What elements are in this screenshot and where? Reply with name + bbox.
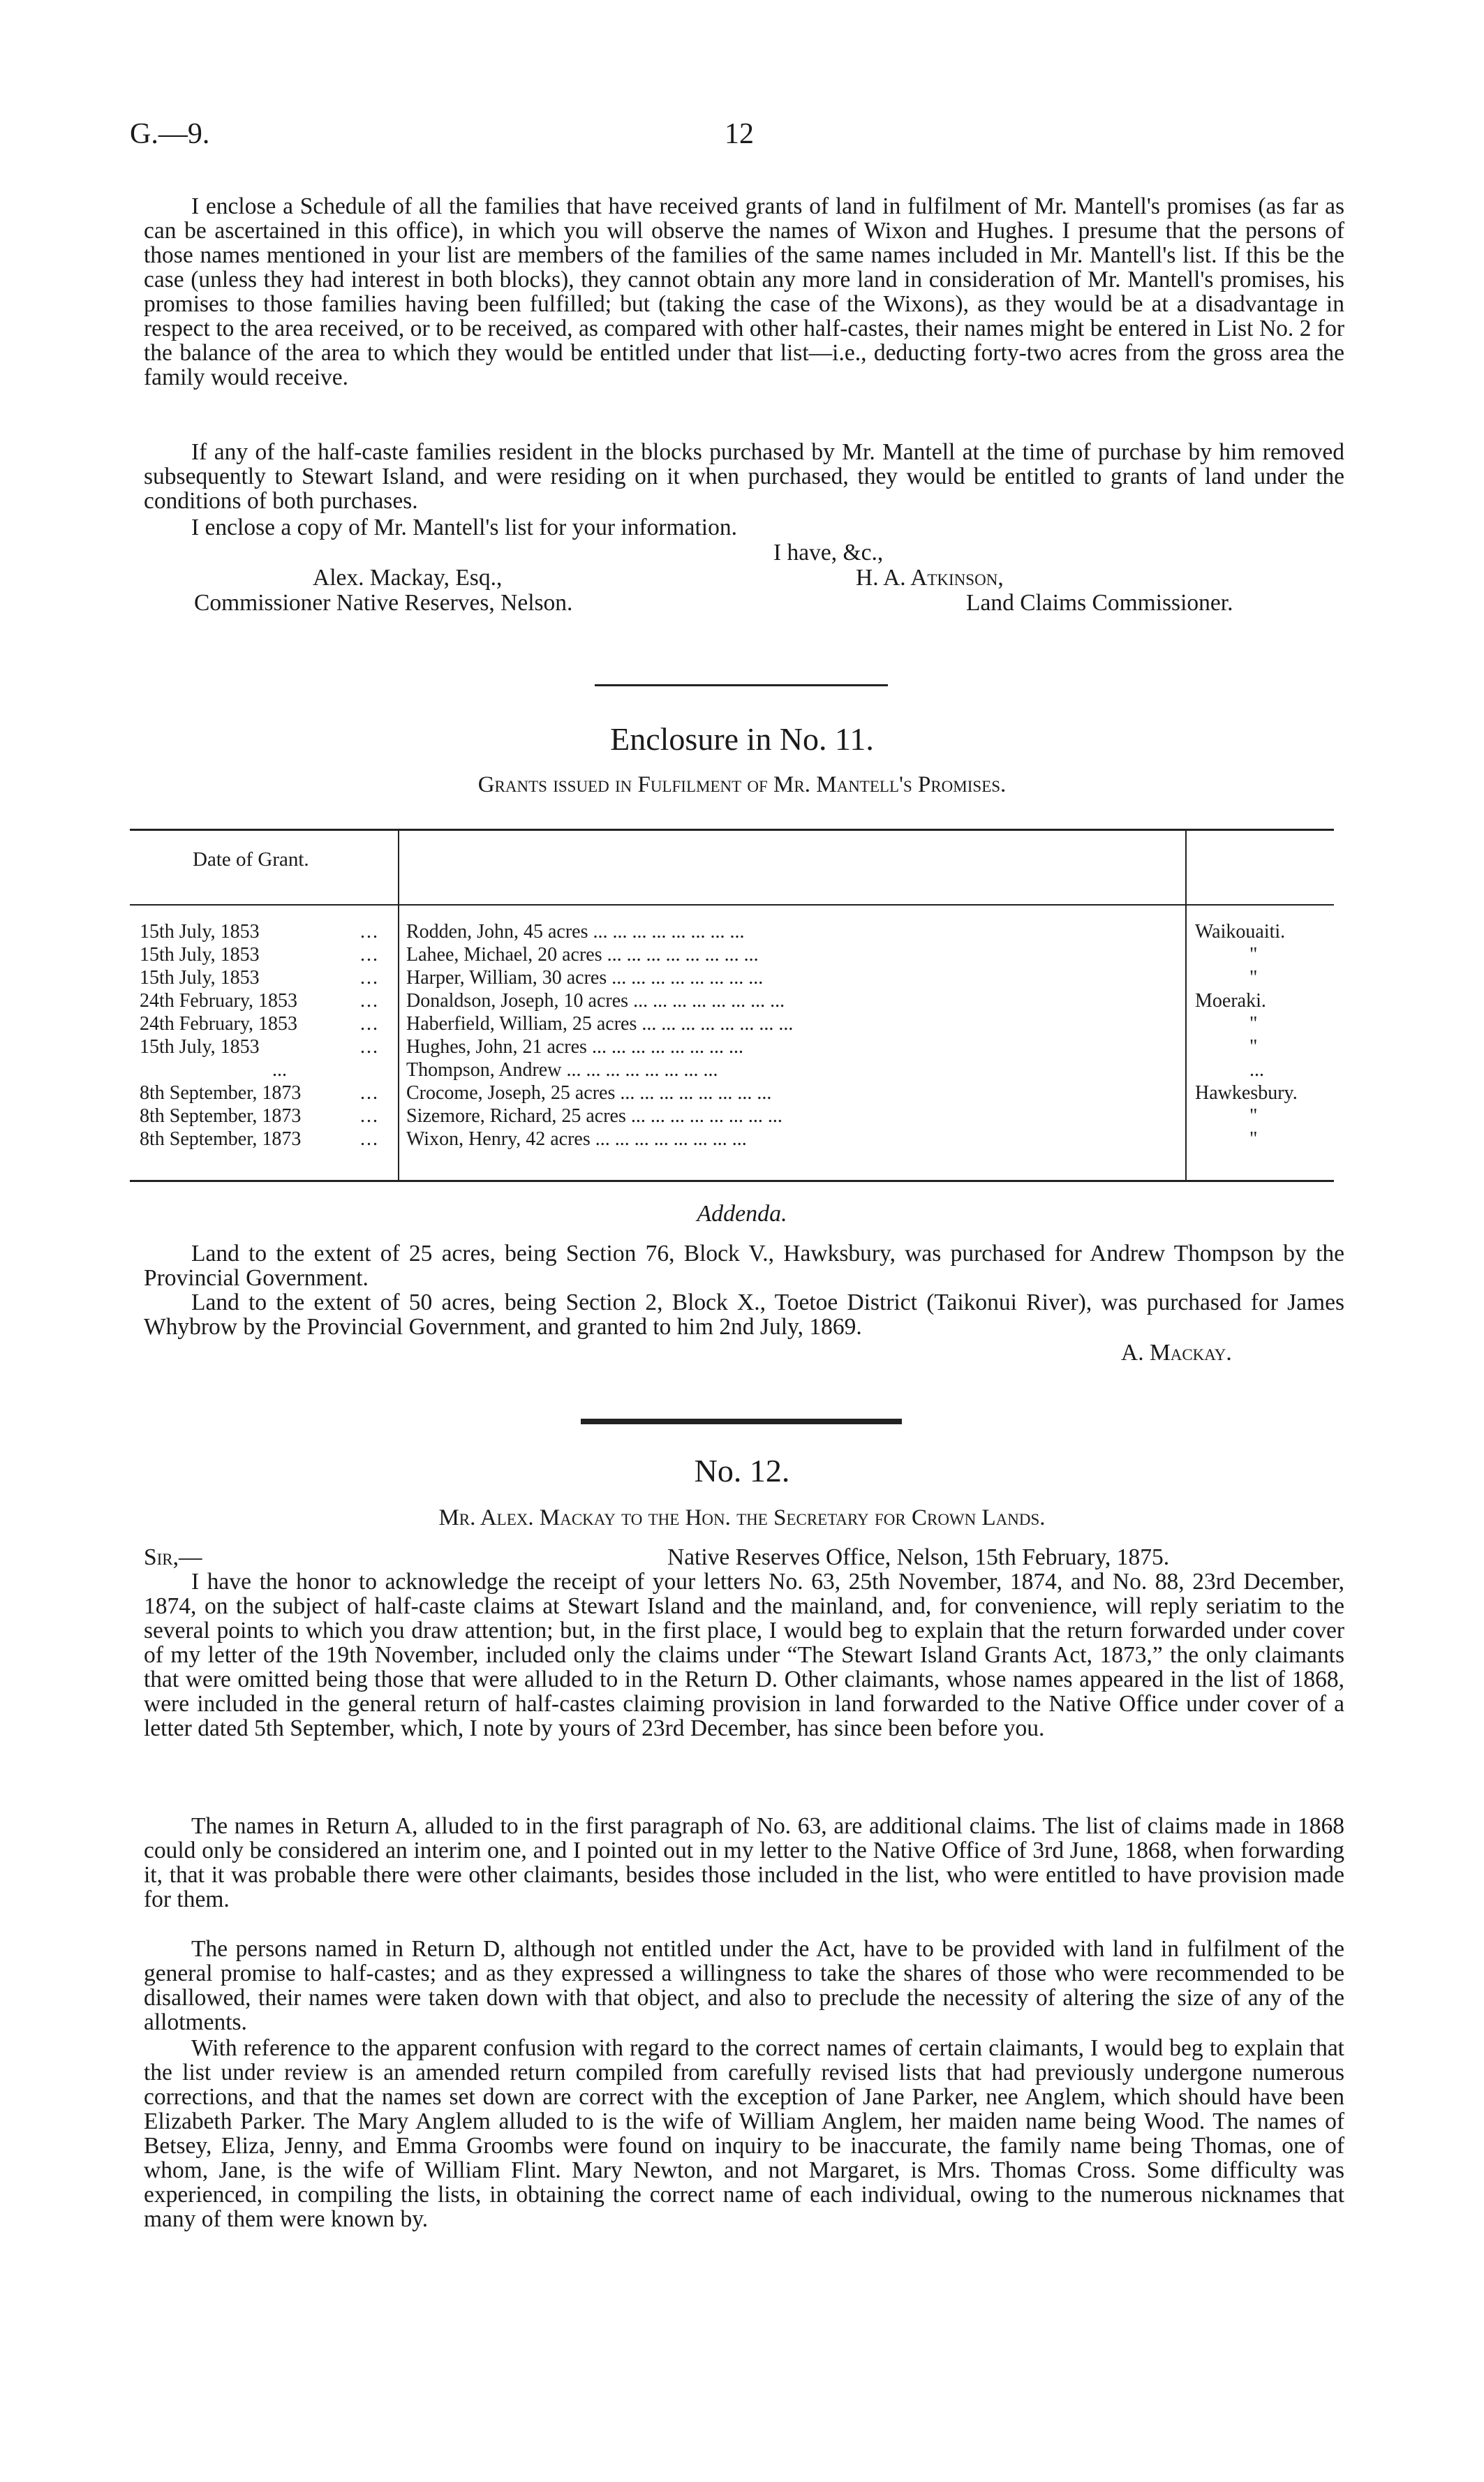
document-id: G.—9.: [130, 118, 210, 150]
letter12-paragraph-4: With reference to the apparent confusion with regard to the correct names of certain claimants, I would beg to explain that the list under review is an amended return compiled from carefully revised lists that had previously undergone numerous corrections, and that the names set down are correct with the exception of Jane Parker, nee Anglem, which should have been Elizabeth Parker. The Mary Anglem alluded to is the wife of William Anglem, her maiden name being Wood. The names of Betsey, Eliza, Jenny, and Emma Groombs were found on inquiry to be inaccurate, the family name being Thomas, one of whom, Jane, is the wife of William Flint. Mary Newton, and not Margaret, is Mrs. Thomas Cross. Some difficulty was experienced, in compiling the lists, in obtaining the correct name of each individual, owing to the numerous nicknames that many of them were known by.: [144, 2035, 1344, 2232]
table-header-date: Date of Grant.: [193, 848, 309, 871]
addenda-signer: A. Mackay.: [1121, 1340, 1232, 1366]
grantee: Donaldson, Joseph, 10 acres ... ... ... ... ... ... ... ...: [406, 990, 785, 1012]
grantee: Rodden, John, 45 acres ... ... ... ... ... ... ... ...: [406, 921, 745, 943]
table-row: [140, 1012, 1334, 1035]
place: ": [1249, 1105, 1258, 1127]
grant-date: 24th February, 1853: [140, 990, 298, 1012]
grantee: Lahee, Michael, 20 acres ... ... ... ... ... ... ... ...: [406, 944, 759, 966]
leader-dots: ...: [360, 1082, 379, 1104]
letter11-addressee-name: Alex. Mackay, Esq.,: [313, 565, 503, 591]
grantee: Sizemore, Richard, 25 acres ... ... ... ... ... ... ... ...: [406, 1105, 782, 1127]
section-divider: [595, 684, 888, 686]
enclosure-title: Enclosure in No. 11.: [610, 721, 874, 757]
table-row: [140, 989, 1334, 1012]
grant-date: ...: [272, 1059, 287, 1081]
grant-date: 24th February, 1853: [140, 1013, 298, 1035]
dateline: Native Reserves Office, Nelson, 15th February, 1875.: [667, 1544, 1170, 1570]
leader-dots: ...: [360, 921, 379, 943]
place: ": [1249, 944, 1258, 966]
section-divider: [581, 1419, 902, 1424]
letter11-paragraph-2: If any of the half-caste families resident in the blocks purchased by Mr. Mantell at the time of purchase by him removed subsequently to Stewart Island, and were residing on it when purchased, they would be entitled to grants of land under the conditions of both purchases.: [144, 439, 1344, 514]
grantee: Hughes, John, 21 acres ... ... ... ... ... ... ... ...: [406, 1036, 743, 1058]
grant-date: 8th September, 1873: [140, 1105, 302, 1127]
leader-dots: ...: [360, 1036, 379, 1058]
table-row: [140, 920, 1334, 943]
addenda-paragraph-1: Land to the extent of 25 acres, being Section 76, Block V., Hawksbury, was purchased for Andrew Thompson by the Provincial Government.: [144, 1241, 1344, 1291]
place: Moeraki.: [1195, 990, 1266, 1012]
grantee: Harper, William, 30 acres ... ... ... ... ... ... ... ...: [406, 967, 764, 989]
place: ...: [1249, 1059, 1264, 1081]
grant-date: 15th July, 1853: [140, 1036, 260, 1058]
leader-dots: ...: [360, 1128, 379, 1150]
table-row: [140, 1105, 1334, 1128]
place: ": [1249, 1128, 1258, 1150]
grant-date: 15th July, 1853: [140, 921, 260, 943]
table-bottom-rule: [130, 1180, 1334, 1182]
table-top-rule: [130, 829, 1334, 831]
leader-dots: ...: [360, 990, 379, 1012]
leader-dots: ...: [360, 1013, 379, 1035]
grant-date: 15th July, 1853: [140, 967, 260, 989]
letter12-subtitle: Mr. Alex. Mackay to the Hon. the Secretary for Crown Lands.: [438, 1505, 1046, 1530]
addenda-paragraph-2: Land to the extent of 50 acres, being Section 2, Block X., Toetoe District (Taikonui River), was purchased for James Whybrow by the Provincial Government, and granted to him 2nd July, 1869.: [144, 1290, 1344, 1340]
place: ": [1249, 967, 1258, 989]
letter12-paragraph-3: The persons named in Return D, although not entitled under the Act, have to be provided with land in fulfilment of the general promise to half-castes; and as they expressed a willingness to take the shares of those who were recommended to be disallowed, their names were taken down with that object, and also to preclude the necessity of altering the size of any of the allotments.: [144, 1936, 1344, 2035]
letter11-paragraph-1: I enclose a Schedule of all the families that have received grants of land in fulfilment of Mr. Mantell's promises (as far as can be ascertained in this office), in which you will observe the names of Wixon and Hughes. I presume that the persons of those names mentioned in your list are members of the families of the same names included in Mr. Mantell's list. If this be the case (unless they had interest in both blocks), they cannot obtain any more land in consideration of Mr. Mantell's promises, his promises to those families having been fulfilled; but (taking the case of the Wixons), as they would be at a disadvantage in respect to the area received, or to be received, as compared with other half-castes, their names might be entered in List No. 2 for the balance of the area to which they would be entitled under that list—i.e., deducting forty-two acres from the gross area the family would receive.: [144, 193, 1344, 390]
grant-date: 15th July, 1853: [140, 944, 260, 966]
leader-dots: ...: [360, 1105, 379, 1127]
table-row: [140, 1128, 1334, 1151]
enclosure-subtitle: Grants issued in Fulfilment of Mr. Mantell's Promises.: [477, 772, 1007, 797]
table-row: [140, 1035, 1334, 1058]
place: ": [1249, 1013, 1258, 1035]
grantee: Thompson, Andrew ... ... ... ... ... ... ... ...: [406, 1059, 718, 1081]
grantee: Wixon, Henry, 42 acres ... ... ... ... ... ... ... ...: [406, 1128, 747, 1150]
letter12-paragraph-2: The names in Return A, alluded to in the first paragraph of No. 63, are additional claims. The list of claims made in 1868 could only be considered an interim one, and I pointed out in my letter to the Native Office of 3rd June, 1868, when forwarding it, that it was probable there were other claimants, besides those included in the list, who were entitled to have provision made for them.: [144, 1813, 1344, 1912]
letter11-signer-title: Land Claims Commissioner.: [966, 590, 1233, 616]
place: Hawkesbury.: [1195, 1082, 1298, 1104]
page-number: 12: [725, 118, 754, 150]
letter11-paragraph-3: I enclose a copy of Mr. Mantell's list for your information.: [191, 515, 737, 540]
table-header-rule: [130, 904, 1334, 906]
salutation: Sir,—: [144, 1544, 202, 1570]
grantee: Crocome, Joseph, 25 acres ... ... ... ... ... ... ... ...: [406, 1082, 772, 1104]
leader-dots: ...: [360, 944, 379, 966]
table-row: [140, 1081, 1334, 1105]
grant-date: 8th September, 1873: [140, 1082, 302, 1104]
table-row: [140, 943, 1334, 966]
place: ": [1249, 1036, 1258, 1058]
letter11-closing: I have, &c.,: [773, 540, 884, 566]
letter11-addressee-title: Commissioner Native Reserves, Nelson.: [194, 590, 573, 616]
letter11-signer-name: H. A. Atkinson,: [856, 565, 1004, 591]
table-row: [140, 1058, 1334, 1081]
table-row: [140, 966, 1334, 989]
addenda-title: Addenda.: [697, 1201, 787, 1227]
letter12-paragraph-1: I have the honor to acknowledge the receipt of your letters No. 63, 25th November, 1874, and No. 88, 23rd December, 1874, on the subject of half-caste claims at Stewart Island and the mainland, and, for convenience, will reply seriatim to the several points to which you draw attention; but, in the first place, I would beg to explain that the return forwarded under cover of my letter of the 19th November, included only the claims under “The Stewart Island Grants Act, 1873,” the only claimants that were omitted being those that were alluded to in the Return D. Other claimants, whose names appeared in the list of 1868, were included in the general return of half-castes claiming provision in land forwarded to the Native Office under cover of a letter dated 5th September, which, I note by yours of 23rd December, has since been before you.: [144, 1569, 1344, 1741]
grant-date: 8th September, 1873: [140, 1128, 302, 1150]
leader-dots: ...: [360, 967, 379, 989]
place: Waikouaiti.: [1195, 921, 1286, 943]
grantee: Haberfield, William, 25 acres ... ... ... ... ... ... ... ...: [406, 1013, 794, 1035]
letter12-title: No. 12.: [694, 1453, 790, 1489]
